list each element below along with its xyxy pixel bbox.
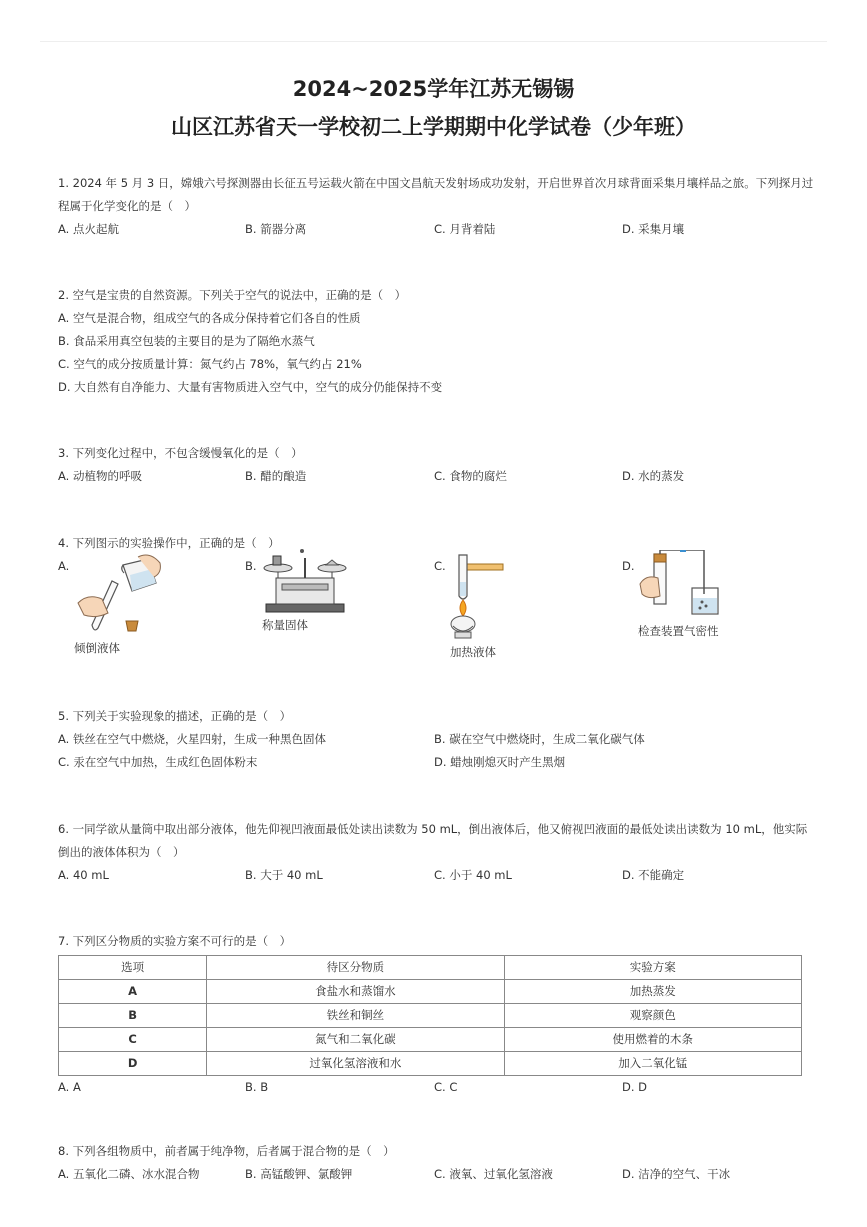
option-a[interactable]: A. 五氧化二磷、冰水混合物	[58, 1167, 200, 1181]
option-b[interactable]: B. 箭器分离	[245, 222, 307, 236]
question-stem: 6. 一同学欲从量筒中取出部分液体，他先仰视凹液面最低处读出读数为 50 mL，倒出液体后，他又俯视凹液面的最低处读出读数为 10 mL，他实际	[58, 822, 808, 836]
option-c[interactable]: C. 食物的腐烂	[434, 469, 507, 483]
table-cell: A	[59, 980, 207, 1004]
caption-b: 称量固体	[262, 618, 308, 632]
option-a[interactable]: A. A	[58, 1080, 81, 1094]
top-divider	[40, 41, 827, 42]
option-c[interactable]: C. 月背着陆	[434, 222, 496, 236]
heating-liquid-figure	[445, 552, 507, 644]
option-b[interactable]: B. 醋的酿造	[245, 469, 307, 483]
options-row	[58, 1076, 810, 1099]
option-c[interactable]: C. 小于 40 mL	[434, 868, 512, 882]
option-b-label[interactable]: B.	[245, 559, 257, 573]
question-5	[58, 705, 810, 774]
option-c[interactable]: C. 液氧、过氧化氢溶液	[434, 1167, 553, 1181]
table-cell: 铁丝和铜丝	[207, 1004, 504, 1028]
question-6	[58, 818, 810, 887]
table-header: 选项	[59, 956, 207, 980]
options-row	[58, 218, 810, 241]
option-a-label[interactable]: A.	[58, 559, 70, 573]
option-c[interactable]: C. C	[434, 1080, 458, 1094]
option-a[interactable]: A. 点火起航	[58, 222, 119, 236]
question-stem: 5. 下列关于实验现象的描述，正确的是（ ）	[58, 709, 292, 723]
option-d[interactable]: D. 蜡烛刚熄灭时产生黑烟	[434, 755, 566, 769]
exam-title-line2: 山区江苏省天一学校初二上学期期中化学试卷（少年班）	[171, 115, 696, 139]
option-a[interactable]: A. 动植物的呼吸	[58, 469, 142, 483]
option-b[interactable]: B. 食品采用真空包装的主要目的是为了隔绝水蒸气	[58, 334, 315, 348]
table-row	[59, 1028, 802, 1052]
option-a[interactable]: A. 空气是混合物，组成空气的各成分保持着它们各自的性质	[58, 311, 361, 325]
caption-d: 检查装置气密性	[638, 624, 719, 638]
options-row	[58, 465, 810, 488]
options-row	[58, 1163, 810, 1186]
table-cell: 加入二氧化锰	[504, 1052, 801, 1076]
option-d[interactable]: D. 大自然有自净能力、大量有害物质进入空气中，空气的成分仍能保持不变	[58, 380, 443, 394]
table-row	[59, 1004, 802, 1028]
question-stem: 1. 2024 年 5 月 3 日，嫦娥六号探测器由长征五号运载火箭在中国文昌航天发射场成功发射，开启世界首次月球背面采集月壤样品之旅。下列探月过	[58, 176, 814, 190]
option-d[interactable]: D. 洁净的空气、干冰	[622, 1167, 731, 1181]
question-7	[58, 930, 810, 1099]
table-header-row	[59, 956, 802, 980]
table-cell: 观察颜色	[504, 1004, 801, 1028]
caption-a: 倾倒液体	[74, 641, 120, 655]
question-stem: 4. 下列图示的实验操作中，正确的是（ ）	[58, 536, 280, 550]
table-header: 实验方案	[504, 956, 801, 980]
option-b[interactable]: B. 碳在空气中燃烧时，生成二氧化碳气体	[434, 732, 645, 746]
balance-figure	[262, 548, 348, 616]
question-stem: 程属于化学变化的是（ ）	[58, 199, 196, 213]
option-d-label[interactable]: D.	[622, 559, 635, 573]
airtightness-figure	[636, 550, 726, 624]
table-cell: B	[59, 1004, 207, 1028]
option-d[interactable]: D. 采集月壤	[622, 222, 685, 236]
table-cell: D	[59, 1052, 207, 1076]
options-row	[58, 728, 810, 751]
option-c-label[interactable]: C.	[434, 559, 446, 573]
table-row	[59, 1052, 802, 1076]
option-a[interactable]: A. 铁丝在空气中燃烧，火星四射，生成一种黑色固体	[58, 732, 326, 746]
option-c[interactable]: C. 空气的成分按质量计算：氮气约占 78%，氧气约占 21%	[58, 357, 362, 371]
question-1	[58, 172, 814, 241]
table-row	[59, 980, 802, 1004]
question-stem: 2. 空气是宝贵的自然资源。下列关于空气的说法中，正确的是（ ）	[58, 288, 407, 302]
option-b[interactable]: B. 大于 40 mL	[245, 868, 323, 882]
question-stem: 倒出的液体体积为（ ）	[58, 845, 185, 859]
exam-title-line1: 2024~2025学年江苏无锡锡	[292, 77, 575, 101]
option-d[interactable]: D. D	[622, 1080, 648, 1094]
question-8	[58, 1140, 810, 1186]
caption-c: 加热液体	[450, 645, 496, 659]
question-stem: 8. 下列各组物质中，前者属于纯净物，后者属于混合物的是（ ）	[58, 1144, 395, 1158]
question-stem: 7. 下列区分物质的实验方案不可行的是（ ）	[58, 934, 292, 948]
table-cell: 过氧化氢溶液和水	[207, 1052, 504, 1076]
table-cell: 食盐水和蒸馏水	[207, 980, 504, 1004]
question-3	[58, 442, 810, 488]
options-row	[58, 864, 810, 887]
pouring-liquid-figure	[68, 553, 168, 643]
option-d[interactable]: D. 水的蒸发	[622, 469, 685, 483]
option-d[interactable]: D. 不能确定	[622, 868, 685, 882]
table-cell: C	[59, 1028, 207, 1052]
options-row	[58, 751, 810, 774]
option-c[interactable]: C. 汞在空气中加热，生成红色固体粉末	[58, 755, 258, 769]
question-stem: 3. 下列变化过程中，不包含缓慢氧化的是（ ）	[58, 446, 303, 460]
question-2	[58, 284, 810, 399]
table-header: 待区分物质	[207, 956, 504, 980]
table-cell: 氮气和二氧化碳	[207, 1028, 504, 1052]
comparison-table	[58, 955, 802, 1076]
table-cell: 使用燃着的木条	[504, 1028, 801, 1052]
option-b[interactable]: B. 高锰酸钾、氯酸钾	[245, 1167, 353, 1181]
table-cell: 加热蒸发	[504, 980, 801, 1004]
option-a[interactable]: A. 40 mL	[58, 868, 109, 882]
option-b[interactable]: B. B	[245, 1080, 269, 1094]
